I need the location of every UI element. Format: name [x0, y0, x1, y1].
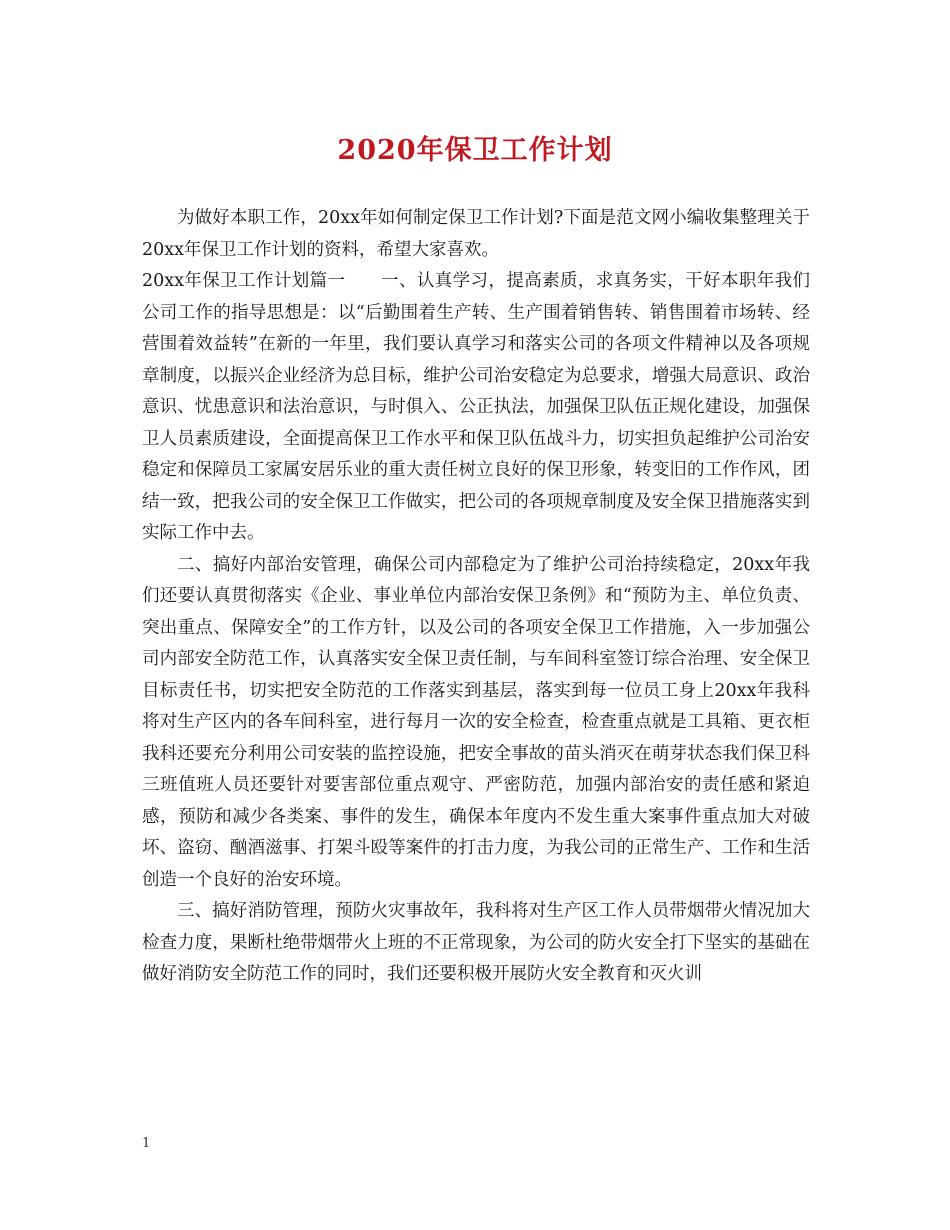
- document-body: [142, 203, 810, 991]
- document-title: 2020年保卫工作计划: [337, 135, 613, 166]
- paragraph-section-two: 二、搞好内部治安管理，确保公司内部稳定为了维护公司治持续稳定，20xx年我们还要认真贯彻落实《企业、事业单位内部治安保卫条例》和“预防为主、单位负责、突出重点、保障安全”的工作方针，以及公司的各项安全保卫工作措施，入一步加强公司内部安全防范工作，认真落实安全保卫责任制，与车间科室签订综合治理、安全保卫目标责任书，切实把安全防范的工作落实到基层，落实到每一位员工身上20xx年我科将对生产区内的各车间科室，进行每月一次的安全检查，检查重点就是工具箱、更衣柜我科还要充分利用公司安装的监控设施，把安全事故的苗头消灭在萌芽状态我们保卫科三班值班人员还要针对要害部位重点观守、严密防范，加强内部治安的责任感和紧迫感，预防和减少各类案、事件的发生，确保本年度内不发生重大案事件重点加大对破坏、盗窃、酗酒滋事、打架斗殴等案件的打击力度，为我公司的正常生产、工作和生活创造一个良好的治安环境。: [142, 554, 810, 890]
- page-number: 1: [142, 1136, 151, 1151]
- paragraph-intro: 为做好本职工作，20xx年如何制定保卫工作计划?下面是范文网小编收集整理关于20xx年保卫工作计划的资料，希望大家喜欢。: [142, 208, 810, 260]
- paragraph-section-one: 20xx年保卫工作计划篇一 一、认真学习，提高素质，求真务实，干好本职年我们公司工作的指导思想是：以“后勤围着生产转、生产围着销售转、销售围着市场转、经营围着效益转”在新的一年里，我们要认真学习和落实公司的各项文件精神以及各项规章制度，以振兴企业经济为总目标，维护公司治安稳定为总要求，增强大局意识、政治意识、忧患意识和法治意识，与时俱入、公正执法，加强保卫队伍正规化建设，加强保卫人员素质建设，全面提高保卫工作水平和保卫队伍战斗力，切实担负起维护公司治安稳定和保障员工家属安居乐业的重大责任树立良好的保卫形象，转变旧的工作作风，团结一致，把我公司的安全保卫工作做实，把公司的各项规章制度及安全保卫措施落实到实际工作中去。: [142, 271, 810, 543]
- paragraph-section-three: 三、搞好消防管理，预防火灾事故年，我科将对生产区工作人员带烟带火情况加大检查力度，果断杜绝带烟带火上班的不正常现象，为公司的防火安全打下坚实的基础在做好消防安全防范工作的同时，我们还要积极开展防火安全教育和灭火训: [142, 901, 810, 984]
